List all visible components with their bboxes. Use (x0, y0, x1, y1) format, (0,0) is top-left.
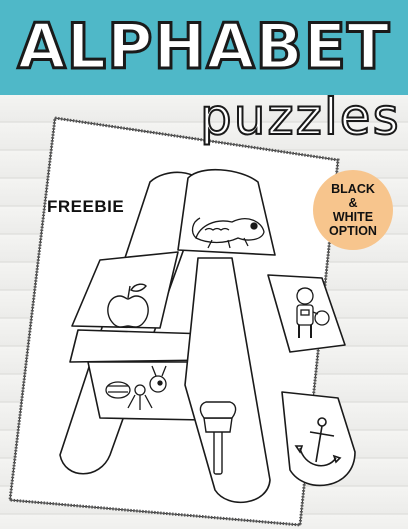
subtitle: puzzles (200, 88, 401, 146)
badge-line-1: BLACK (331, 182, 375, 196)
badge-line-3: WHITE (332, 210, 374, 224)
badge-line-2: & (348, 196, 358, 210)
banner-title: ALPHABET (17, 10, 391, 83)
freebie-label: FREEBIE (47, 197, 125, 216)
black-white-option-badge (313, 170, 393, 250)
badge-line-4: OPTION (329, 224, 377, 238)
puzzle-piece-anchor (282, 392, 355, 485)
